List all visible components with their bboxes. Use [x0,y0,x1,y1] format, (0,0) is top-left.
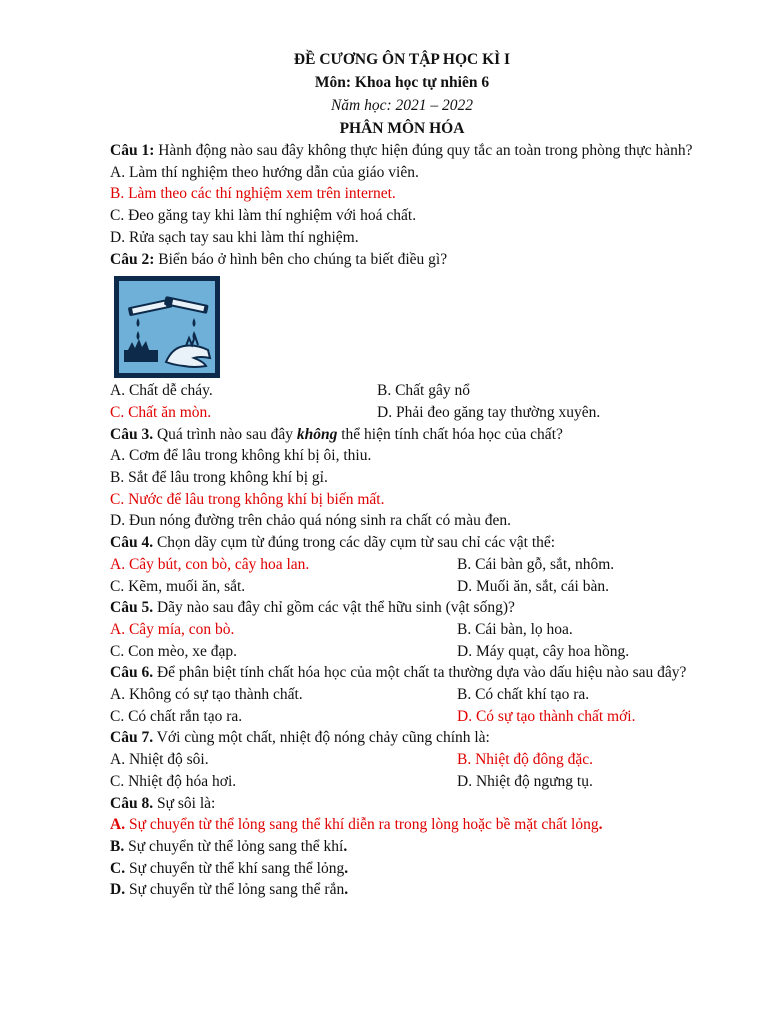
question-7 [110,727,694,749]
option-period: . [343,837,348,855]
question-label: Câu 8. [110,794,154,812]
option-key: D. [110,881,126,899]
q3-option-c-answer: C. Nước để lâu trong không khí bị biến mất. [110,490,385,508]
q1-option-c: C. Đeo găng tay khi làm thí nghiệm với hoá chất. [110,207,417,225]
option-key: C. [110,859,126,877]
question-1 [110,140,694,162]
question-label: Câu 7. [110,729,154,747]
question-text: Hành động nào sau đây không thực hiện đúng quy tắc an toàn trong phòng thực hành? [154,142,693,159]
option-period: . [598,816,603,834]
q5-option-c: C. Con mèo, xe đạp. [110,642,237,660]
q3-option-b: B. Sắt để lâu trong không khí bị gỉ. [110,469,328,487]
question-5 [110,597,694,619]
option-key: A. [110,816,126,834]
q7-option-a: A. Nhiệt độ sôi. [110,751,209,769]
q5-option-d: D. Máy quạt, cây hoa hồng. [457,642,630,660]
q6-option-a: A. Không có sự tạo thành chất. [110,686,303,704]
q4-options-row-2 [110,576,694,598]
q6-option-b: B. Có chất khí tạo ra. [457,686,590,704]
q5-options-row-2 [110,641,694,663]
question-text: Để phân biệt tính chất hóa học của một chất ta thường dựa vào dấu hiệu nào sau đây? [153,664,687,682]
q6-options-row-1 [110,684,694,706]
question-2 [110,249,694,271]
question-label: Câu 1: [110,142,155,159]
doc-subject: Môn: Khoa học tự nhiên 6 [314,74,490,91]
option-period: . [344,881,349,899]
question-label: Câu 6. [110,664,154,682]
q4-options-row-1 [110,554,694,576]
option-text: Sự chuyển từ thể lỏng sang thể khí [124,837,344,855]
q2-option-d: D. Phải đeo găng tay thường xuyên. [377,403,601,421]
corrosive-hazard-sign-icon [114,276,220,378]
option-text: Sự chuyển từ thể khí sang thể lỏng [125,859,345,877]
q3-option-a: A. Cơm để lâu trong không khí bị ôi, thiu. [110,447,372,465]
q1-option-d: D. Rửa sạch tay sau khi làm thí nghiệm. [110,228,359,246]
q5-option-a-answer: A. Cây mía, con bò. [110,620,235,638]
question-text-pre: Quá trình nào sau đây [153,425,297,443]
option-text: Sự chuyển từ thể lỏng sang thể rắn [125,881,345,899]
q6-option-d-answer: D. Có sự tạo thành chất mới. [457,707,636,725]
q5-options-row-1 [110,619,694,641]
q5-option-b: B. Cái bàn, lọ hoa. [457,620,573,638]
q7-option-c: C. Nhiệt độ hóa hơi. [110,772,237,790]
question-text: Biển báo ở hình bên cho chúng ta biết điều gì? [154,250,448,268]
question-text: Với cùng một chất, nhiệt độ nóng chảy cũng chính là: [153,729,490,747]
doc-title: ĐỀ CƯƠNG ÔN TẬP HỌC KÌ I [293,51,511,68]
q2-options-row-2 [110,402,694,424]
question-label: Câu 3. [110,425,154,443]
question-label: Câu 4. [110,534,154,552]
option-period: . [344,859,349,877]
q2-option-a: A. Chất dễ cháy. [110,382,213,400]
q4-option-c: C. Kẽm, muối ăn, sắt. [110,577,246,595]
q2-option-b: B. Chất gây nổ [377,382,470,400]
q4-option-d: D. Muối ăn, sắt, cái bàn. [457,577,609,595]
question-label: Câu 2: [110,250,155,268]
q2-options-row-1 [110,380,694,402]
q6-option-c: C. Có chất rắn tạo ra. [110,707,243,725]
q1-option-a: A. Làm thí nghiệm theo hướng dẫn của giáo viên. [110,163,419,181]
question-4 [110,532,694,554]
question-6 [110,662,694,684]
question-text-post: thể hiện tính chất hóa học của chất? [337,425,563,443]
q8-option-b [110,836,694,858]
q8-option-c [110,858,694,880]
q7-options-row-1 [110,749,694,771]
q1-option-b-answer: B. Làm theo các thí nghiệm xem trên internet. [110,185,396,203]
q4-option-a-answer: A. Cây bút, con bò, cây hoa lan. [110,555,310,573]
question-3 [110,424,694,446]
q8-option-a-answer [110,814,694,836]
option-text: Sự chuyển từ thể lỏng sang thể khí diễn ra trong lòng hoặc bề mặt chất lỏng [125,816,599,834]
option-key: B. [110,837,125,855]
question-label: Câu 5. [110,599,154,617]
doc-year: Năm học: 2021 – 2022 [330,97,474,114]
q2-option-c-answer: C. Chất ăn mòn. [110,403,212,421]
q3-option-d: D. Đun nóng đường trên chảo quá nóng sinh ra chất có màu đen. [110,512,511,530]
document-content [110,48,694,901]
q7-option-d: D. Nhiệt độ ngưng tụ. [457,772,593,790]
q7-option-b-answer: B. Nhiệt độ đông đặc. [457,751,594,769]
question-text-emphasis: không [296,425,338,443]
question-text: Dãy nào sau đây chỉ gồm các vật thể hữu sinh (vật sống)? [153,599,515,617]
question-text: Chọn dãy cụm từ đúng trong các dãy cụm từ sau chỉ các vật thể: [153,534,556,552]
question-text: Sự sôi là: [153,794,216,812]
q7-options-row-2 [110,771,694,793]
q8-option-d [110,879,694,901]
question-8 [110,793,694,815]
doc-section: PHÂN MÔN HÓA [339,120,465,137]
q6-options-row-2 [110,706,694,728]
q4-option-b: B. Cái bàn gỗ, sắt, nhôm. [457,555,615,573]
